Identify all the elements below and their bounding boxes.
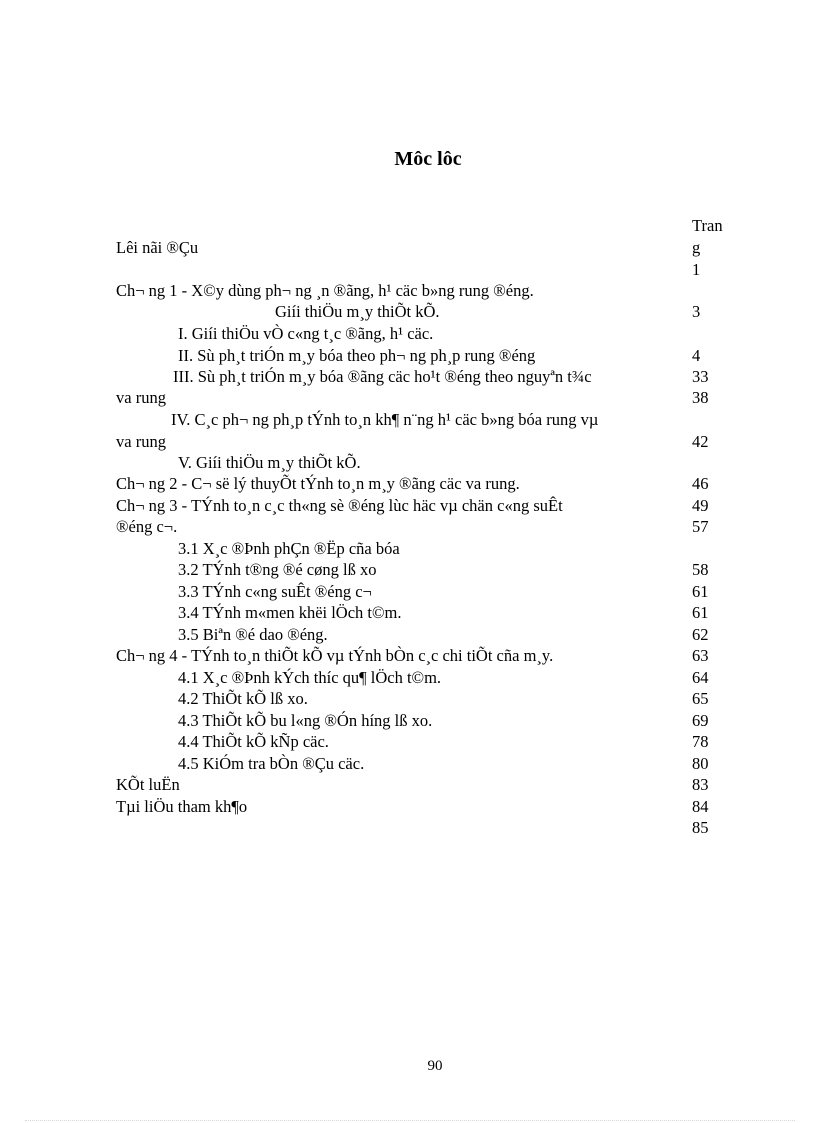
toc-entry-continuation: va rung <box>116 388 166 407</box>
toc-section: 4.3 ThiÕt kÕ bu l«ng ®Ón híng lß xo. <box>178 711 433 730</box>
toc-entry: KÕt luËn <box>116 775 180 794</box>
toc-page-number: 69 <box>692 711 709 730</box>
toc-section: 3.3 TÝnh c«ng suÊt ®éng c¬ <box>178 582 372 601</box>
toc-section: 3.5 Biªn ®é dao ®éng. <box>178 625 328 644</box>
toc-section: 4.2 ThiÕt kÕ lß xo. <box>178 689 308 708</box>
toc-chapter: Ch¬ ng 1 - X©y dùng ph¬ ng ¸n ®ãng, h¹ cäc b»ng rung ®éng. <box>116 281 534 300</box>
toc-entry: II. Sù ph¸t triÓn m¸y bóa theo ph¬ ng ph¸p rung ®éng <box>178 346 536 365</box>
footer-page-number: 90 <box>427 1058 443 1074</box>
page-column-header: Tran <box>692 216 723 235</box>
toc-entry: Giíi thiÖu m¸y thiÕt kÕ. <box>275 302 440 321</box>
page-title: Môc lôc <box>394 148 462 170</box>
toc-section: 3.2 TÝnh t®ng ®é cøng lß xo <box>178 560 377 579</box>
toc-section: 4.4 ThiÕt kÕ kÑp cäc. <box>178 732 329 751</box>
toc-entry: IV. C¸c ph¬ ng ph¸p tÝnh to¸n kh¶ n¨ng h¹ cäc b»ng bóa rung vµ <box>171 410 599 429</box>
toc-page-number: 85 <box>692 818 709 837</box>
toc-chapter: Ch¬ ng 3 - TÝnh to¸n c¸c th«ng sè ®éng lùc häc vµ chän c«ng suÊt <box>116 496 563 515</box>
toc-page-number: 62 <box>692 625 709 644</box>
toc-page-number: 3 <box>692 302 701 321</box>
toc-section: 4.1 X¸c ®Þnh kÝch thíc qu¶ lÖch t©m. <box>178 668 442 687</box>
toc-page-number: 83 <box>692 775 709 794</box>
toc-page-number: 42 <box>692 432 709 451</box>
toc-page-number: 78 <box>692 732 709 751</box>
toc-entry: Tµi liÖu tham kh¶o <box>116 797 248 816</box>
toc-page-number: 57 <box>692 517 709 536</box>
toc-chapter: Ch¬ ng 4 - TÝnh to¸n thiÕt kÕ vµ tÝnh bÒn c¸c chi tiÕt cña m¸y. <box>116 646 554 665</box>
toc-page-number: 84 <box>692 797 709 816</box>
toc-page-number: 33 <box>692 367 709 386</box>
toc-entry-continuation: va rung <box>116 432 166 451</box>
toc-chapter: Ch¬ ng 2 - C¬ së lý thuyÕt tÝnh to¸n m¸y ®ãng cäc va rung. <box>116 474 520 493</box>
toc-page-number: 61 <box>692 603 709 622</box>
toc-page-number: 64 <box>692 668 709 687</box>
toc-section: 3.1 X¸c ®Þnh phÇn ®Ëp cña bóa <box>178 539 400 558</box>
toc-page-number: 1 <box>692 260 701 279</box>
toc-entry: V. Giíi thiÖu m¸y thiÕt kÕ. <box>178 453 361 472</box>
toc-section: 3.4 TÝnh m«men khëi lÖch t©m. <box>178 603 402 622</box>
toc-entry: Lêi nãi ®Çu <box>116 238 199 257</box>
toc-page-number: 58 <box>692 560 709 579</box>
toc-page-number: 65 <box>692 689 709 708</box>
toc-entry: I. Giíi thiÖu vÒ c«ng t¸c ®ãng, h¹ cäc. <box>178 324 434 343</box>
toc-page-number: 38 <box>692 388 709 407</box>
toc-entry: III. Sù ph¸t triÓn m¸y bóa ®ãng cäc ho¹t ®éng theo nguyªn t¾c <box>173 367 592 386</box>
page-column-header-wrap: g <box>692 238 701 257</box>
toc-page-number: 46 <box>692 474 709 493</box>
toc-page-number: 80 <box>692 754 709 773</box>
page-bottom-divider <box>25 1120 795 1121</box>
toc-section: 4.5 KiÓm tra bÒn ®Çu cäc. <box>178 754 365 773</box>
toc-page-number: 49 <box>692 496 709 515</box>
toc-page-number: 61 <box>692 582 709 601</box>
toc-page-number: 4 <box>692 346 701 365</box>
toc-page-number: 63 <box>692 646 709 665</box>
toc-entry-continuation: ®éng c¬. <box>116 517 178 536</box>
